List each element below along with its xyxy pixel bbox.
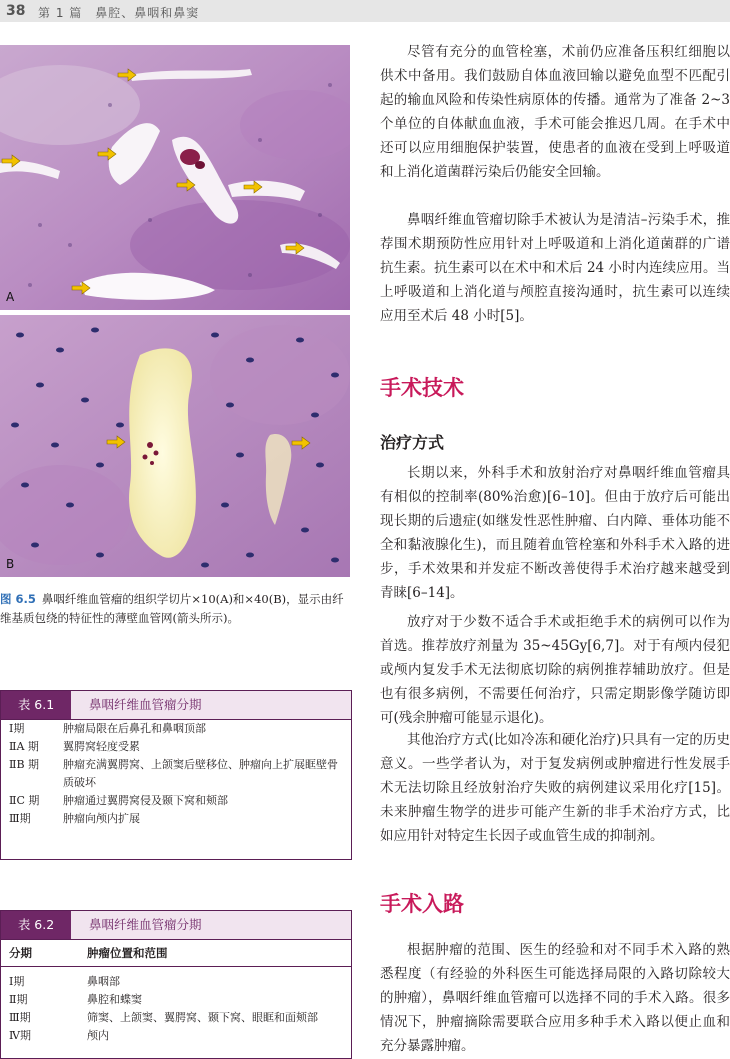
table-cell-desc: 肿瘤通过翼腭窝侵及颞下窝和颊部	[63, 794, 228, 807]
panel-label-b: B	[6, 557, 15, 571]
figure-caption-text: 鼻咽纤维血管瘤的组织学切片×10(A)和×40(B)，显示由纤维基质包绕的特征性的薄壁血管网(箭头所示)。	[0, 592, 344, 625]
table-cell-stage: Ⅲ期	[9, 1011, 31, 1024]
table-6-2	[0, 910, 352, 1059]
table-row	[1, 810, 351, 828]
column-header-site: 肿瘤位置和范围	[87, 946, 168, 960]
figure-panel-a	[0, 45, 350, 310]
body-paragraph: 尽管有充分的血管栓塞，术前仍应准备压积红细胞以供术中备用。我们鼓励自体血液回输以避免血型不匹配引起的输血风险和传染性病原体的传播。通常为了准备 2~3 个单位的自体献血血液，手术可能会推迟几周。在手术中还可以应用细胞保护装置，使患者的血液在受到上呼吸道和上消化道菌群污染后仍能安全回输。	[380, 44, 730, 180]
table-cell-stage: ⅡC 期	[9, 794, 40, 807]
table-6-2-title: 鼻咽纤维血管瘤分期	[89, 917, 202, 932]
section-heading-technique: 手术技术	[380, 376, 464, 400]
table-6-2-header	[1, 911, 351, 940]
table-cell-desc: 筛窦、上颌窦、翼腭窝、颞下窝、眼眶和面颊部	[87, 1011, 318, 1024]
table-cell-desc: 肿瘤充满翼腭窝、上颌窦后壁移位、肿瘤向上扩展眶壁骨质破坏	[63, 758, 338, 789]
table-row	[1, 738, 351, 756]
body-paragraph: 其他治疗方式(比如冷冻和硬化治疗)只具有一定的历史意义。一些学者认为，对于复发病例或肿瘤进行性发展手术无法切除且经放射治疗失败的病例建议采用化疗[15]。未来肿瘤生物学的进步可能产生新的非手术治疗方式，比如应用针对特定生长因子或血管生成的抑制剂。	[380, 732, 730, 844]
page-number: 38	[6, 3, 26, 19]
table-6-2-number: 表 6.2	[1, 911, 71, 939]
body-paragraph: 放疗对于少数不适合手术或拒绝手术的病例可以作为首选。推荐放疗剂量为 35~45Gy[6,7]。对于有颅内侵犯或颅内复发手术无法彻底切除的病例推荐辅助放疗。但是也有很多病例，不需要任何治疗，只需定期影像学随访即可(残余肿瘤可能显示退化)。	[380, 614, 730, 726]
table-cell-desc: 肿瘤局限在后鼻孔和鼻咽顶部	[63, 722, 206, 735]
body-paragraph: 根据肿瘤的范围、医生的经验和对不同手术入路的熟悉程度（有经验的外科医生可能选择局限的入路切除较大的肿瘤），鼻咽纤维血管瘤可以选择不同的手术入路。很多情况下，肿瘤摘除需要联合应用多种手术入路以便止血和充分暴露肿瘤。	[380, 942, 730, 1054]
table-cell-stage: Ⅰ期	[9, 722, 25, 735]
panel-label-a: A	[6, 290, 15, 304]
table-row	[1, 991, 351, 1009]
table-row	[1, 756, 351, 792]
page-header	[0, 0, 730, 22]
running-title: 第 1 篇 鼻腔、鼻咽和鼻窦	[38, 6, 200, 20]
body-paragraph: 长期以来，外科手术和放射治疗对鼻咽纤维血管瘤具有相似的控制率(80%治愈)[6–10]。但由于放疗后可能出现长期的后遗症(如继发性恶性肿瘤、白内障、垂体功能不全和黏液腺化生)，而且随着血管栓塞和外科手术入路的进步，手术效果和并发症不断改善使得手术治疗越来越受到青睐[6–14]。	[380, 465, 730, 601]
table-6-2-column-headers	[1, 940, 351, 967]
table-row	[1, 973, 351, 991]
table-6-1	[0, 690, 352, 860]
table-cell-desc: 颅内	[87, 1029, 109, 1042]
histology-image-b	[0, 315, 350, 577]
table-cell-stage: ⅡA 期	[9, 740, 39, 753]
figure-panel-b	[0, 315, 350, 577]
table-cell-stage: Ⅰ期	[9, 975, 25, 988]
table-row	[1, 1027, 351, 1045]
figure-caption	[0, 590, 352, 628]
table-6-1-number: 表 6.1	[1, 691, 71, 719]
histology-figure	[0, 45, 350, 577]
table-cell-stage: Ⅱ期	[9, 993, 28, 1006]
table-cell-desc: 肿瘤向颅内扩展	[63, 812, 140, 825]
subsection-heading-treatment: 治疗方式	[380, 433, 445, 452]
table-6-1-header	[1, 691, 351, 720]
body-paragraph: 鼻咽纤维血管瘤切除手术被认为是清洁–污染手术，推荐围术期预防性应用针对上呼吸道和上消化道菌群的广谱抗生素。抗生素可以在术中和术后 24 小时内连续应用。当上呼吸道和上消化道与颅腔直接沟通时，抗生素可以连续应用至术后 48 小时[5]。	[380, 212, 730, 324]
table-cell-desc: 鼻咽部	[87, 975, 120, 988]
table-cell-stage: ⅡB 期	[9, 758, 40, 771]
table-row	[1, 792, 351, 810]
table-cell-stage: Ⅲ期	[9, 812, 31, 825]
table-cell-desc: 鼻腔和蝶窦	[87, 993, 142, 1006]
table-row	[1, 720, 351, 738]
table-row	[1, 1009, 351, 1027]
table-cell-stage: Ⅳ期	[9, 1029, 31, 1042]
table-cell-desc: 翼腭窝轻度受累	[63, 740, 140, 753]
table-6-1-title: 鼻咽纤维血管瘤分期	[89, 697, 202, 712]
figure-caption-label: 图 6.5	[0, 592, 36, 606]
histology-image-a	[0, 45, 350, 310]
section-heading-approach: 手术入路	[380, 892, 464, 916]
column-header-stage: 分期	[9, 946, 32, 960]
